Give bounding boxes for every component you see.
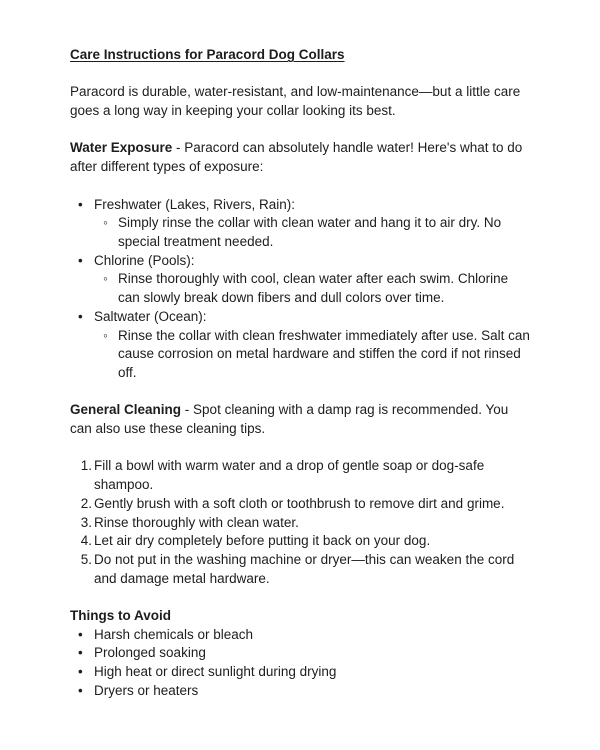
water-exposure-paragraph <box>70 139 530 176</box>
list-item <box>94 270 530 307</box>
general-cleaning-text: - Spot cleaning with a damp rag is recommended. You can also use these cleaning tips. <box>70 402 509 436</box>
water-exposure-list <box>70 196 530 383</box>
step-text: Fill a bowl with warm water and a drop of gentle soap or dog-safe shampoo. <box>94 458 485 493</box>
step-text: Do not put in the washing machine or dryer—this can weaken the cord and damage metal hardware. <box>94 551 515 586</box>
list-item <box>70 495 530 514</box>
list-item <box>94 327 530 383</box>
step-text: Let air dry completely before putting it back on your dog. <box>94 533 431 549</box>
things-to-avoid-heading: Things to Avoid <box>70 608 171 623</box>
bullet-label: Freshwater (Lakes, Rivers, Rain): <box>94 196 296 212</box>
list-item <box>70 196 530 252</box>
bullet-text: Harsh chemicals or bleach <box>94 626 254 642</box>
list-item <box>94 214 530 251</box>
bullet-detail: Simply rinse the collar with clean water and hang it to air dry. No special treatment needed. <box>118 215 502 249</box>
list-item <box>70 252 530 308</box>
list-item <box>70 308 530 383</box>
intro-paragraph: Paracord is durable, water-resistant, and low-maintenance—but a little care goes a long way in keeping your collar looking its best. <box>70 84 521 119</box>
bullet-text: Prolonged soaking <box>94 645 206 661</box>
general-cleaning-paragraph <box>70 401 530 438</box>
step-text: Rinse thoroughly with clean water. <box>94 514 299 530</box>
list-item <box>70 626 530 645</box>
sub-list <box>94 214 530 251</box>
water-exposure-text: - Paracord can absolutely handle water! Here's what to do after different types of exposure: <box>70 140 523 175</box>
bullet-label: Chlorine (Pools): <box>94 252 195 268</box>
bullet-label: Saltwater (Ocean): <box>94 308 207 324</box>
bullet-detail: Rinse the collar with clean freshwater immediately after use. Salt can cause corrosion on metal hardware and stiffen the cord if not rinsed off. <box>118 327 530 380</box>
sub-list <box>94 270 530 307</box>
sub-list <box>94 327 530 383</box>
document-title: Care Instructions for Paracord Dog Collars <box>70 47 345 62</box>
list-item <box>70 514 530 533</box>
things-to-avoid-list <box>70 626 530 701</box>
list-item <box>70 532 530 551</box>
bullet-text: High heat or direct sunlight during drying <box>94 664 337 680</box>
list-item <box>70 682 530 701</box>
cleaning-steps-list <box>70 457 530 588</box>
list-item <box>70 663 530 682</box>
bullet-text: Dryers or heaters <box>94 682 199 698</box>
list-item <box>70 457 530 494</box>
bullet-detail: Rinse thoroughly with cool, clean water after each swim. Chlorine can slowly break down fibers and dull colors over time. <box>118 271 509 306</box>
step-text: Gently brush with a soft cloth or toothbrush to remove dirt and grime. <box>94 495 505 511</box>
list-item <box>70 551 530 588</box>
general-cleaning-heading: General Cleaning <box>70 402 182 418</box>
water-exposure-heading: Water Exposure <box>70 140 173 156</box>
list-item <box>70 644 530 663</box>
